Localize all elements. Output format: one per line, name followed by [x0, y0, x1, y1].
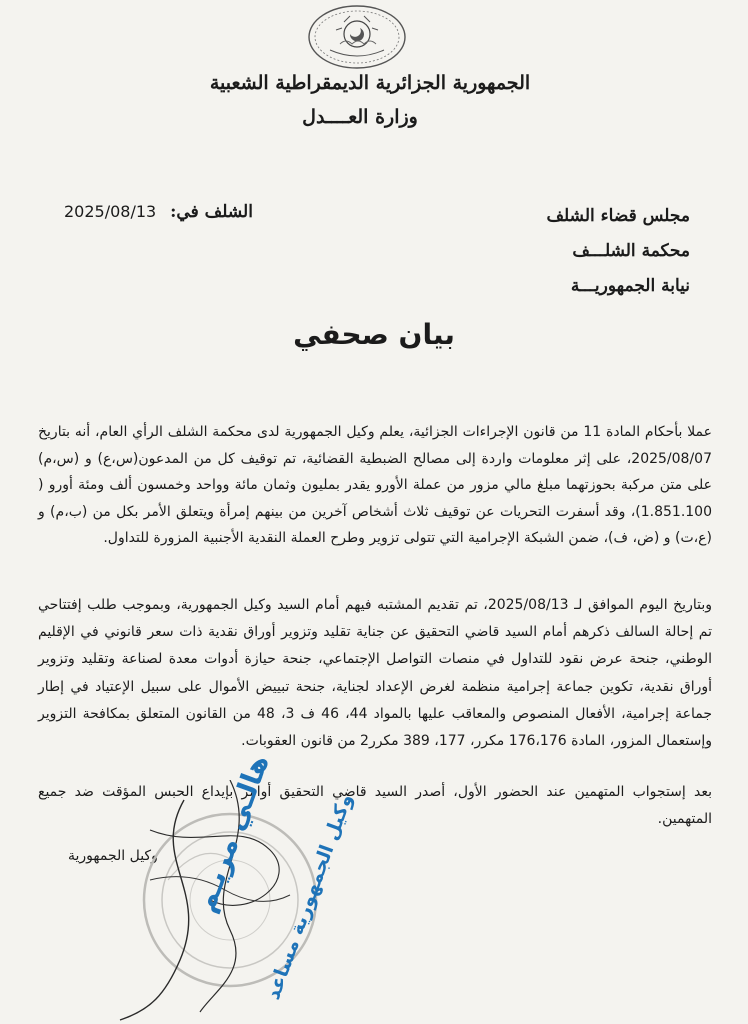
state-emblem-icon — [306, 4, 408, 70]
issue-date: 2025/08/13 — [64, 202, 157, 221]
body-paragraph-1: عملا بأحكام المادة 11 من قانون الإجراءات الجزائية، يعلم وكيل الجمهورية لدى محكمة الشلف الرأي العام، أنه بتاريخ 2025/08/07، على إثر معلومات واردة إلى مصالح الضبطية القضائية، تم توقيف كل من المدعون(س،ع) و (س،م) على متن مركبة بحوزتهما مبلغ مالي مزور من عملة الأورو يقدر بمليون وثمان مائة وواحد وخمسون ألف ومئة أورو ( 1.851.100)، وقد أسفرت التحريات عن توقيف ثلاث أشخاص آخرين من بينهم إمرأة ويتعلق الأمر بكل من (ب،م) و (ع،ت) و (ض، ف)، ضمن الشبكة الإجرامية التي تتولى تزوير وطرح العملة النقدية الأجنبية المزورة للتداول. — [38, 424, 712, 546]
ministry-heading: وزارة العــــدل — [302, 106, 418, 128]
court-name: محكمة الشلـــف — [572, 241, 690, 261]
document-title: بيان صحفي — [293, 318, 455, 351]
prosecution-office: نيابة الجمهوريـــة — [570, 276, 690, 296]
signer-title: وكيل الجمهورية مساعد — [262, 790, 357, 1003]
body-paragraph-3: بعد إستجواب المتهمين عند الحضور الأول، أصدر السيد قاضي التحقيق أوامر بإيداع الحبس المؤقت ضد جميع المتهمين. — [38, 784, 712, 827]
body-paragraph-2: وبتاريخ اليوم الموافق لـ 2025/08/13، تم تقديم المشتبه فيهم أمام السيد وكيل الجمهورية، وبموجب طلب إفتتاحي تم إحالة السالف ذكرهم أمام السيد قاضي التحقيق عن جناية تقليد وتزوير أوراق نقدية ذات سعر قانوني في الإقليم الوطني، جنحة عرض نقود للتداول في منصات التواصل الإجتماعي، جنحة حيازة أدوات معدة لصناعة وتقليد وتزوير أوراق نقدية، تكوين جماعة إجرامية منظمة لغرض الإعداد لجناية، جنحة تبييض الأموال على سبيل الإعتياد في إطار جماعة إجرامية، الأفعال المنصوص والمعاقب عليها بالمواد 44، 46 ف 3، 48 من القانون المتعلق بمكافحة التزوير وإستعمال المزور، المادة 176،176 مكرر، 177، 389 مكرر2 من قانون العقوبات. — [38, 597, 712, 750]
place-and-date — [64, 202, 253, 222]
judicial-council: مجلس قضاء الشلف — [546, 206, 690, 226]
place-prefix: الشلف في: — [170, 202, 253, 222]
republic-heading: الجمهورية الجزائرية الديمقراطية الشعبية — [209, 72, 531, 94]
signer-name: هالـي مريـم — [188, 750, 276, 917]
signatory-label: وكيل الجمهورية — [68, 848, 158, 864]
